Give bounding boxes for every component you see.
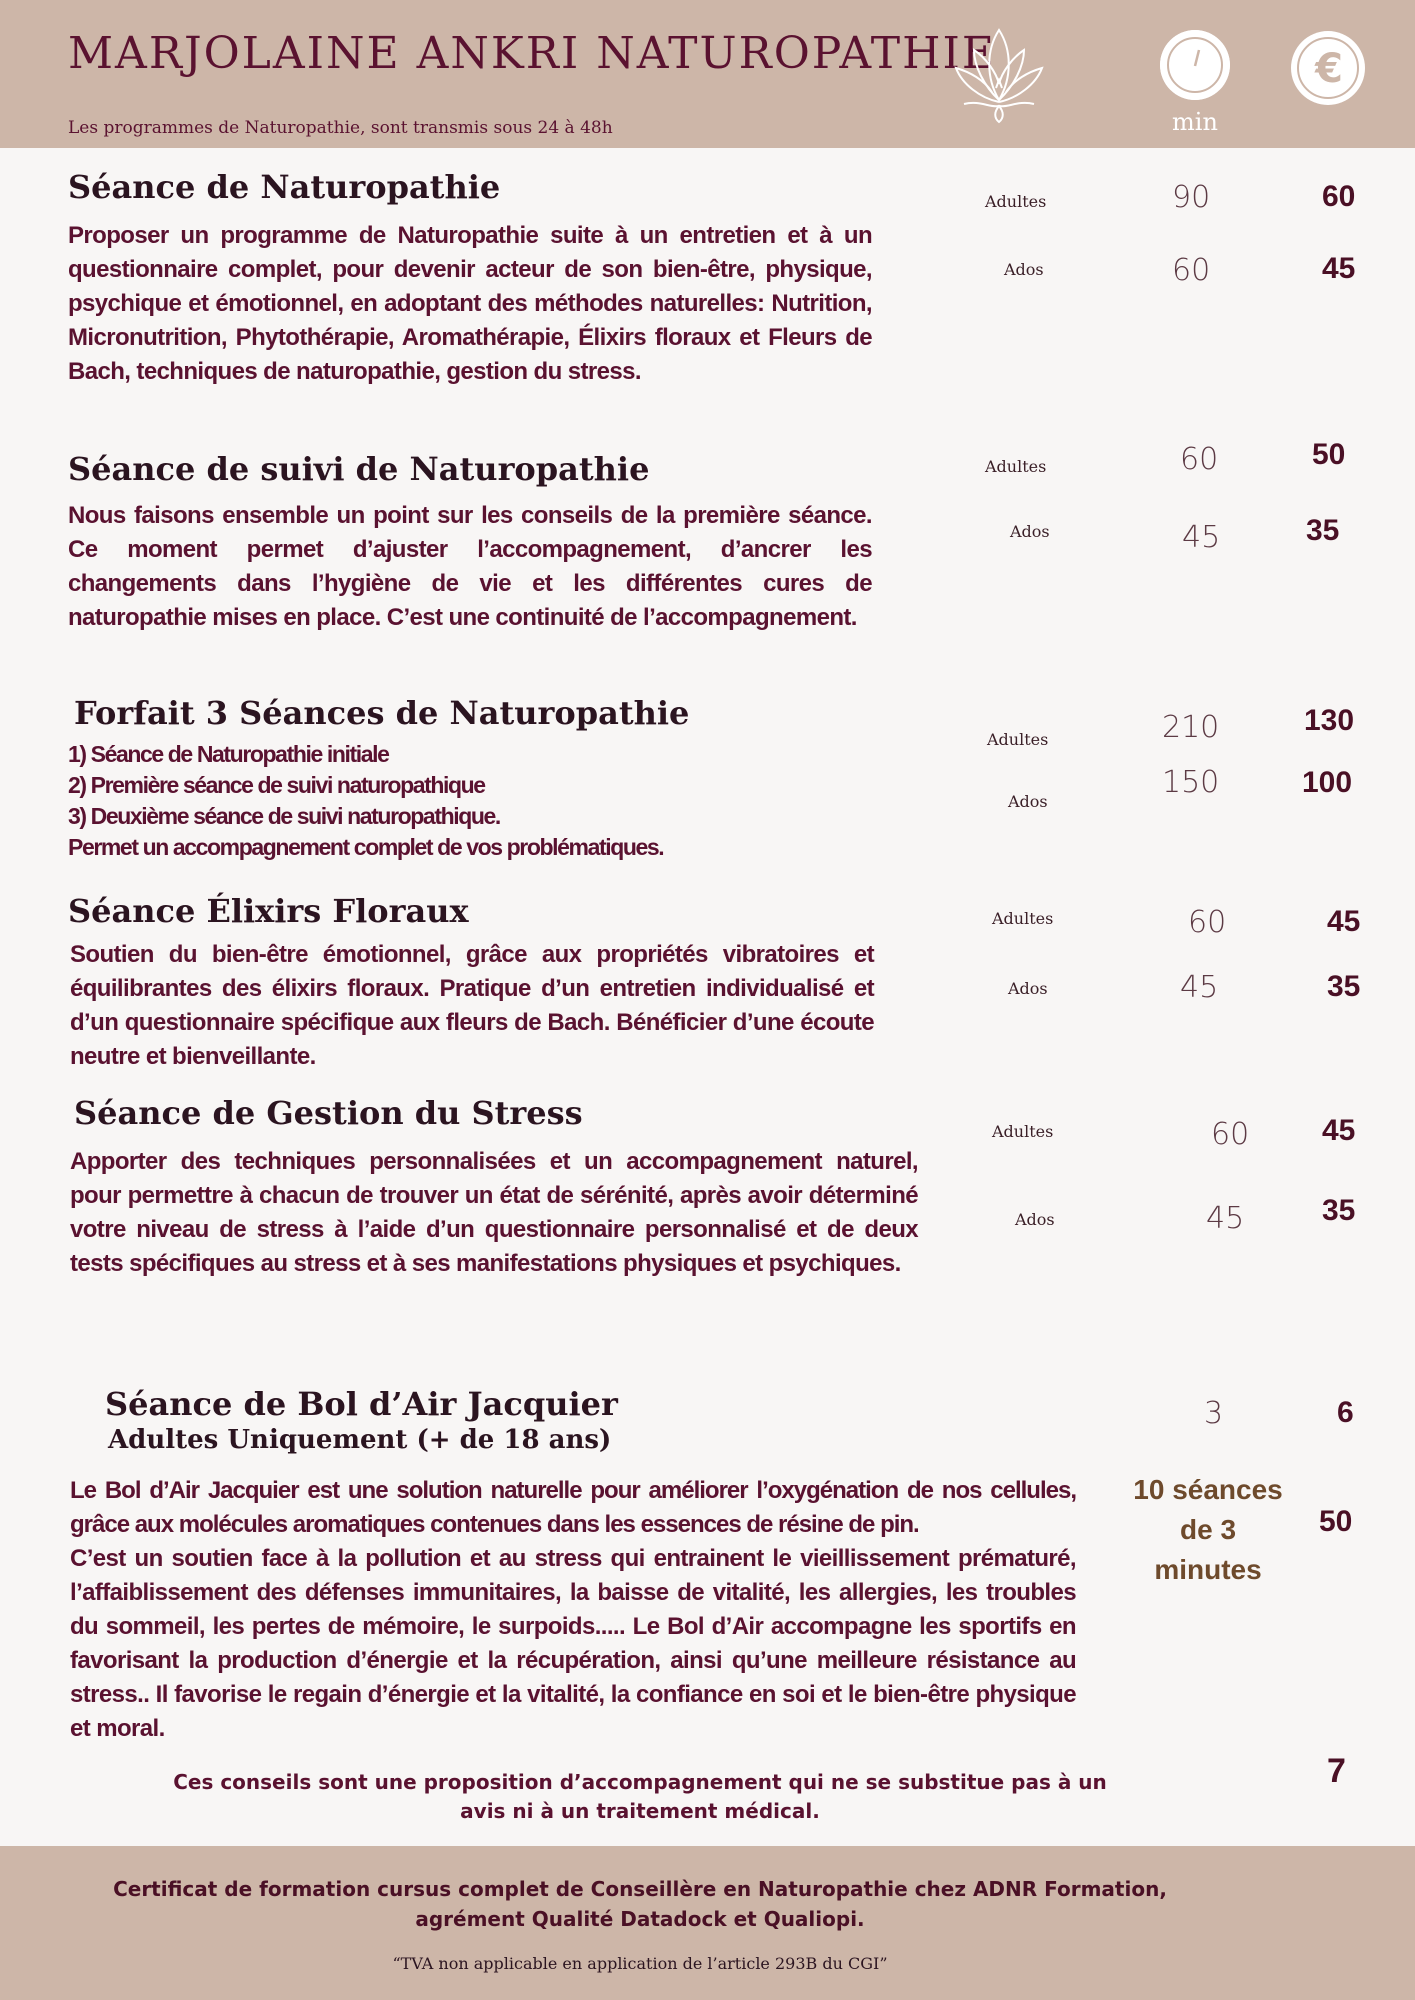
row-label-adultes: Adultes [985,457,1047,476]
row-price: 45 [1322,1114,1356,1147]
section-body-naturopathie: Proposer un programme de Naturopathie suite à un entretien et à un questionnaire complet, pour devenir acteur de son bien-être, physique, psychique et émotionnel, en adoptant des méthodes naturelles: Nutrition, Micronutrition, Phytothérapie, Aromathérapie, Élixirs floraux et Fleurs de Bach, techniques de naturopathie, gestion du stress. [68,222,872,385]
pack-price: 50 [1319,1505,1353,1538]
footer-certification: Certificat de formation cursus complet de Conseillère en Naturopathie chez ADNR Formation, agrément Qualité Datadock et Qualiopi. [113,1877,1167,1931]
section-title-naturopathie: Séance de Naturopathie [68,168,501,206]
row-price: 130 [1304,704,1355,737]
row-label-ados: Ados [1004,260,1044,279]
row-duration: 90 [1172,180,1211,215]
section-list-forfait [68,739,888,863]
section-title-forfait: Forfait 3 Séances de Naturopathie [74,694,690,732]
row-label-ados: Ados [1015,1210,1055,1229]
page-number: 7 [1327,1752,1346,1790]
row-label-adultes: Adultes [992,909,1054,928]
row-price: 35 [1327,970,1361,1003]
single-duration: 3 [1204,1396,1224,1431]
row-duration: 60 [1211,1117,1250,1152]
row-duration: 45 [1182,520,1221,555]
section-title-elixirs: Séance Élixirs Floraux [68,892,469,930]
row-label-adultes: Adultes [985,192,1047,211]
pack-label: 10 séances de 3 minutes [1133,1474,1283,1585]
row-price: 50 [1312,438,1346,471]
section-title-stress: Séance de Gestion du Stress [74,1094,583,1132]
forfait-line: 1) Séance de Naturopathie initiale [68,741,389,767]
row-price: 45 [1327,905,1361,938]
row-price: 35 [1306,514,1340,547]
single-price: 6 [1337,1396,1354,1429]
forfait-line: 2) Première séance de suivi naturopathique [68,772,485,798]
euro-icon [1290,30,1366,106]
row-duration: 60 [1172,253,1211,288]
section-body-elixirs: Soutien du bien-être émotionnel, grâce aux propriétés vibratoires et équilibrantes des élixirs floraux. Pratique d’un entretien individualisé et d’un questionnaire spécifique aux fleurs de Bach. Bénéficier d’une écoute neutre et bienveillante. [70,941,874,1070]
section-body-bol-air: C’est un soutien face à la pollution et au stress qui entrainent le vieillissement prématuré, l’affaiblissement des défenses immunitaires, la baisse de vitalité, les allergies, les troubles du sommeil, les pertes de mémoire, le surpoids..... Le Bol d’Air accompagne les sportifs en favorisant la production d’énergie et la récupération, ainsi qu’une meilleure résistance au stress.. Il favorise le regain d’énergie et la vitalité, la confiance en soi et le bien-être physique et moral. [70,1545,1076,1742]
row-duration: 150 [1162,765,1220,800]
row-label-adultes: Adultes [992,1122,1054,1141]
page-title: MARJOLAINE ANKRI NATUROPATHIE [68,28,996,79]
row-duration: 60 [1188,905,1227,940]
forfait-line: 3) Deuxième séance de suivi naturopathique. [68,803,500,829]
footer-tva-note: “TVA non applicable en application de l’article 293B du CGI” [392,1954,888,1973]
svg-text:€: € [1315,46,1343,92]
clock-icon [1160,30,1230,100]
section-intro-bol-air: Le Bol d’Air Jacquier est une solution naturelle pour améliorer l’oxygénation de nos cellules, grâce aux molécules aromatiques contenues dans les essences de résine de pin. [70,1477,1076,1538]
row-duration: 210 [1162,710,1220,745]
row-duration: 45 [1180,970,1219,1005]
row-price: 100 [1302,766,1353,799]
disclaimer: Ces conseils sont une proposition d’accompagnement qui ne se substitue pas à un avis ni à un traitement médical. [173,1770,1107,1823]
clock-unit-label: min [1172,108,1218,136]
row-duration: 45 [1206,1201,1245,1236]
row-price: 45 [1322,252,1356,285]
row-label-ados: Ados [1008,979,1048,998]
row-label-adultes: Adultes [987,730,1049,749]
row-price: 35 [1322,1194,1356,1227]
page-subtitle: Les programmes de Naturopathie, sont transmis sous 24 à 48h [68,118,613,138]
row-duration: 60 [1180,442,1219,477]
section-title-suivi: Séance de suivi de Naturopathie [68,450,650,488]
row-label-ados: Ados [1008,792,1048,811]
lotus-icon [944,22,1054,124]
row-price: 60 [1322,180,1356,213]
row-label-ados: Ados [1010,522,1050,541]
forfait-line: Permet un accompagnement complet de vos problématiques. [68,834,664,860]
section-body-stress: Apporter des techniques personnalisées et un accompagnement naturel, pour permettre à chacun de trouver un état de sérénité, après avoir déterminé votre niveau de stress à l’aide d’un questionnaire personnalisé et de deux tests spécifiques au stress et à ses manifestations physiques et psychiques. [70,1148,918,1277]
section-body-suivi: Nous faisons ensemble un point sur les conseils de la première séance. Ce moment permet d’ajuster l’accompagnement, d’ancrer les changements dans l’hygiène de vie et les différentes cures de naturopathie mises en place. C’est une continuité de l’accompagnement. [68,502,872,631]
section-subtitle-bol-air: Adultes Uniquement (+ de 18 ans) [108,1425,612,1455]
section-title-bol-air: Séance de Bol d’Air Jacquier [105,1385,618,1423]
